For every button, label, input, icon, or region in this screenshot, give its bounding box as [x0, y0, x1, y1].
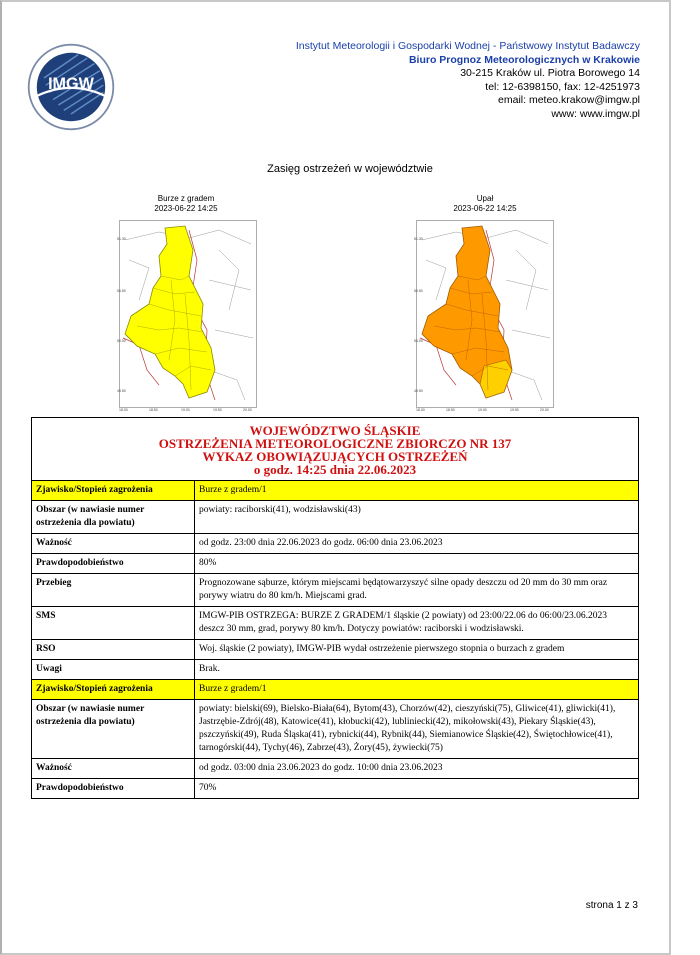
warning-row	[32, 759, 639, 779]
row-label: Obszar (w nawiasie numer ostrzeżenia dla powiatu)	[32, 700, 195, 759]
warning-row	[32, 574, 639, 607]
map-burze-z-gradem	[119, 220, 257, 412]
svg-text:49.50: 49.50	[414, 389, 423, 393]
svg-text:18.00: 18.00	[119, 408, 128, 412]
map-caption-burze	[116, 194, 256, 214]
svg-text:50.50: 50.50	[117, 289, 126, 293]
row-label: Obszar (w nawiasie numer ostrzeżenia dla powiatu)	[32, 501, 195, 534]
warning-title-line: OSTRZEŻENIA METEOROLOGICZNE ZBIORCZO NR 137	[158, 436, 512, 451]
logo-text: IMGW	[48, 74, 94, 93]
warning-title-line: o godz. 14:25 dnia 22.06.2023	[253, 462, 417, 477]
imgw-logo	[26, 42, 116, 132]
svg-text:20.00: 20.00	[540, 408, 549, 412]
row-label: RSO	[32, 640, 195, 660]
institute-name: Instytut Meteorologii i Gospodarki Wodnej - Państwowy Instytut Badawczy	[295, 40, 640, 52]
row-value: Woj. śląskie (2 powiaty), IMGW-PIB wydał ostrzeżenie pierwszego stopnia o burzach z gradem	[195, 640, 639, 660]
svg-text:19.00: 19.00	[478, 408, 487, 412]
svg-text:50.00: 50.00	[117, 339, 126, 343]
row-value: 80%	[195, 554, 639, 574]
row-value: IMGW-PIB OSTRZEGA: BURZE Z GRADEM/1 śląskie (2 powiaty) od 23:00/22.06 do 06:00/23.06.2023 deszcz 30 mm, grad, porywy 80 km/h. Dotyczy powiatów: raciborski i wodzisławski.	[195, 607, 639, 640]
svg-text:18.50: 18.50	[149, 408, 158, 412]
warning-row	[32, 779, 639, 799]
row-value: Prognozowane sąburze, którym miejscami będątowarzyszyć silne opady deszczu od 20 mm do 30 mm oraz porywy wiatru do 80 km/h. Miejscami grad.	[195, 574, 639, 607]
office-email: email: meteo.krakow@imgw.pl	[498, 94, 640, 106]
office-address: 30-215 Kraków ul. Piotra Borowego 14	[460, 67, 640, 79]
row-value: Burze z gradem/1	[195, 680, 639, 700]
warning-title	[32, 418, 639, 481]
row-label: Przebieg	[32, 574, 195, 607]
warning-row	[32, 640, 639, 660]
map-title-burze: Burze z gradem	[157, 194, 215, 203]
map-date-burze: 2023-06-22 14:25	[154, 204, 218, 213]
row-label: Ważność	[32, 534, 195, 554]
office-phone: tel: 12-6398150, fax: 12-4251973	[485, 80, 640, 93]
warning-row	[32, 554, 639, 574]
svg-text:20.00: 20.00	[243, 408, 252, 412]
row-label: Prawdopodobieństwo	[32, 554, 195, 574]
row-label: SMS	[32, 607, 195, 640]
row-label: Zjawisko/Stopień zagrożenia	[32, 481, 195, 501]
map-title-upal: Upał	[476, 194, 494, 203]
svg-text:50.50: 50.50	[414, 289, 423, 293]
warning-row	[32, 481, 639, 501]
map-upal	[416, 220, 554, 412]
map-caption-upal	[415, 194, 555, 214]
map-date-upal: 2023-06-22 14:25	[453, 204, 517, 213]
row-value: 70%	[195, 779, 639, 799]
row-value: od godz. 03:00 dnia 23.06.2023 do godz. 10:00 dnia 23.06.2023	[195, 759, 639, 779]
row-value: Brak.	[195, 660, 639, 680]
office-www: www: www.imgw.pl	[551, 107, 640, 120]
row-label: Uwagi	[32, 660, 195, 680]
institute-header	[296, 40, 640, 121]
page-number: strona 1 z 3	[585, 900, 638, 911]
row-label: Zjawisko/Stopień zagrożenia	[32, 680, 195, 700]
warning-row	[32, 501, 639, 534]
row-label: Prawdopodobieństwo	[32, 779, 195, 799]
svg-text:51.30: 51.30	[414, 237, 423, 241]
svg-text:51.30: 51.30	[117, 237, 126, 241]
warning-table	[31, 417, 639, 799]
svg-text:49.50: 49.50	[117, 389, 126, 393]
svg-text:18.50: 18.50	[446, 408, 455, 412]
svg-text:19.50: 19.50	[213, 408, 222, 412]
warning-row	[32, 660, 639, 680]
row-label: Ważność	[32, 759, 195, 779]
svg-text:19.50: 19.50	[510, 408, 519, 412]
warning-row	[32, 700, 639, 759]
row-value: powiaty: raciborski(41), wodzisławski(43)	[195, 501, 639, 534]
svg-text:18.00: 18.00	[416, 408, 425, 412]
warning-title-row	[32, 418, 639, 481]
warning-row	[32, 680, 639, 700]
svg-text:19.00: 19.00	[181, 408, 190, 412]
svg-text:50.00: 50.00	[414, 339, 423, 343]
office-name: Biuro Prognoz Meteorologicznych w Krakowie	[408, 53, 640, 66]
maps-title: Zasięg ostrzeżeń w województwie	[267, 163, 433, 175]
row-value: powiaty: bielski(69), Bielsko-Biała(64), Bytom(43), Chorzów(42), cieszyński(75), Gliwice(41), gliwicki(41), Jastrzębie-Zdrój(48), Katowice(41), kłobucki(42), lubliniecki(42), mikołowski(43), Piekary Śląskie(43), pszczyński(49), Ruda Śląska(41), rybnicki(44), Rybnik(44), Siemianowice Śląskie(42), Świętochłowice(41), tarnogórski(44), Tychy(46), Zabrze(43), Żory(45), żywiecki(75)	[195, 700, 639, 759]
row-value: od godz. 23:00 dnia 22.06.2023 do godz. 06:00 dnia 23.06.2023	[195, 534, 639, 554]
warning-title-line: WOJEWÓDZTWO ŚLĄSKIE	[249, 423, 421, 438]
warning-row	[32, 607, 639, 640]
warning-row	[32, 534, 639, 554]
row-value: Burze z gradem/1	[195, 481, 639, 501]
warning-title-line: WYKAZ OBOWIĄZUJĄCYCH OSTRZEŻEŃ	[202, 449, 468, 464]
